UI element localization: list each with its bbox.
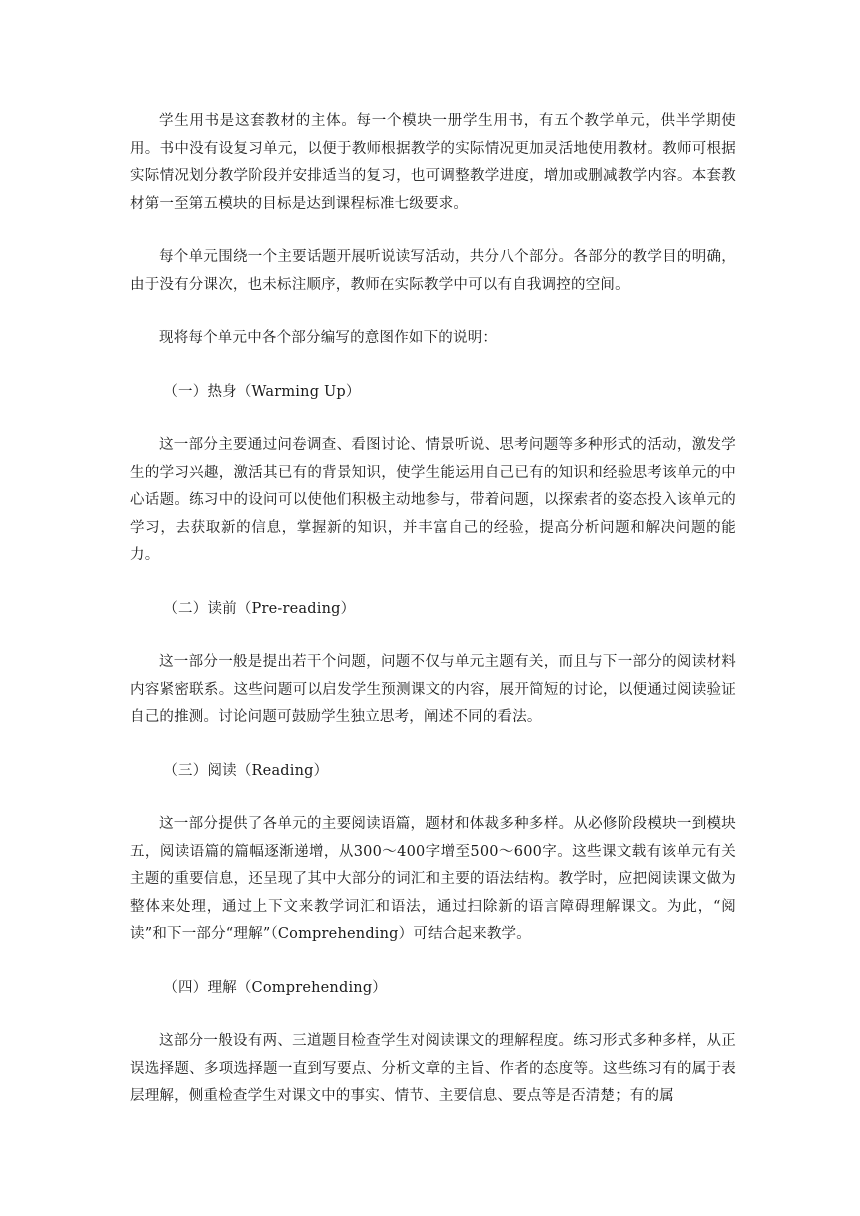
paragraph-student-book-intro: 学生用书是这套教材的主体。每一个模块一册学生用书，有五个教学单元，供半学期使用。书中没有设复习单元，以便于教师根据教学的实际情况更加灵活地使用教材。教师可根据实际情况划分教学阶段并安排适当的复习，也可调整教学进度，增加或删减教学内容。本套教材第一至第五模块的目标是达到课程标准七级要求。 <box>130 113 736 212</box>
paragraph-warming-up: 这一部分主要通过问卷调查、看图讨论、情景听说、思考问题等多种形式的活动，激发学生的学习兴趣，激活其已有的背景知识，使学生能运用自己已有的知识和经验思考该单元的中心话题。练习中的设问可以使他们积极主动地参与，带着问题，以探索者的姿态投入该单元的学习，去获取新的信息，掌握新的知识，并丰富自己的经验，提高分析问题和解决问题的能力。 <box>130 437 736 563</box>
paragraph-pre-reading: 这一部分一般是提出若干个问题，问题不仅与单元主题有关，而且与下一部分的阅读材料内容紧密联系。这些问题可以启发学生预测课文的内容，展开简短的讨论，以便通过阅读验证自己的推测。讨论问题可鼓励学生独立思考，阐述不同的看法。 <box>130 654 736 725</box>
section-heading-reading: （三）阅读（Reading） <box>163 762 329 779</box>
paragraph-comprehending: 这部分一般设有两、三道题目检查学生对阅读课文的理解程度。练习形式多种多样，从正误选择题、多项选择题一直到写要点、分析文章的主旨、作者的态度等。这些练习有的属于表层理解，侧重检查学生对课文中的事实、情节、主要信息、要点等是否清楚；有的属 <box>130 1033 736 1104</box>
section-heading-pre-reading: （二）读前（Pre-reading） <box>163 600 356 617</box>
paragraph-reading: 这一部分提供了各单元的主要阅读语篇，题材和体裁多种多样。从必修阶段模块一到模块五，阅读语篇的篇幅逐渐递增，从300～400字增至500～600字。这些课文载有该单元有关主题的重要信息，还呈现了其中大部分的词汇和主要的语法结构。教学时，应把阅读课文做为整体来处理，通过上下文来教学词汇和语法，通过扫除新的语言障碍理解课文。为此，“阅读”和下一部分“理解”（Comprehending）可结合起来教学。 <box>130 816 736 942</box>
section-heading-warming-up: （一）热身（Warming Up） <box>163 383 361 400</box>
section-heading-comprehending: （四）理解（Comprehending） <box>163 979 388 996</box>
document-body <box>130 108 736 1137</box>
paragraph-explanation-lead: 现将每个单元中各个部分编写的意图作如下的说明： <box>159 330 498 346</box>
paragraph-unit-structure: 每个单元围绕一个主要话题开展听说读写活动，共分八个部分。各部分的教学目的明确，由于没有分课次，也未标注顺序，教师在实际教学中可以有自我调控的空间。 <box>130 249 736 293</box>
